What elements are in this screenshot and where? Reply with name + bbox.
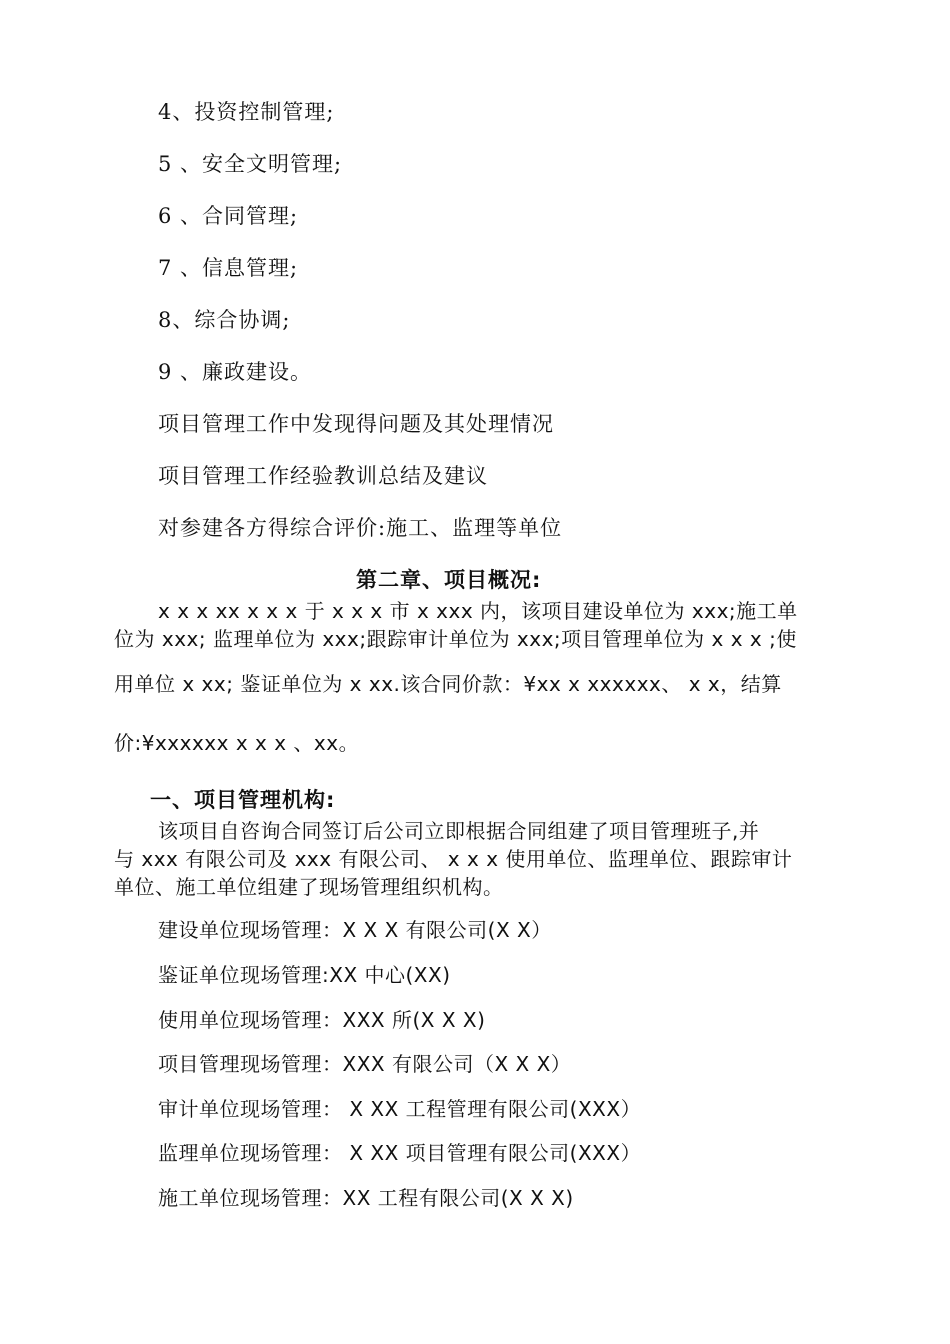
chapter-paragraph-line-1: x x x xx x x x 于 x x x 市 x xxx 内，该项目建设单位为 xxx;施工单: [158, 599, 798, 623]
chapter-paragraph-line-2: 位为 xxx; 监理单位为 xxx;跟踪审计单位为 xxx;项目管理单位为 x x x ;使: [114, 627, 797, 651]
section-heading: 一、项目管理机构:: [150, 788, 336, 812]
summary-item-evaluation: 对参建各方得综合评价:施工、监理等单位: [158, 516, 563, 540]
org-item-user-unit: 使用单位现场管理：XXX 所(X X X): [158, 1008, 486, 1032]
list-item-investment-control: 4、投资控制管理;: [158, 100, 335, 124]
list-item-integrity: 9 、廉政建设。: [158, 360, 313, 384]
chapter-heading: 第二章、项目概况:: [356, 568, 542, 592]
section-paragraph-line-3: 单位、施工单位组建了现场管理组织机构。: [114, 875, 504, 899]
org-item-project-management: 项目管理现场管理：XXX 有限公司（X X X）: [158, 1052, 572, 1076]
list-item-coordination: 8、综合协调;: [158, 308, 291, 332]
chapter-paragraph-line-4: 价:¥xxxxxx x x x 、xx。: [114, 731, 360, 755]
list-item-contract-management: 6 、合同管理;: [158, 204, 299, 228]
section-paragraph-line-2: 与 xxx 有限公司及 xxx 有限公司、 x x x 使用单位、监理单位、跟踪审计: [114, 847, 793, 871]
org-item-construction-unit: 建设单位现场管理：X X X 有限公司(X X）: [158, 918, 552, 942]
section-paragraph-line-1: 该项目自咨询合同签订后公司立即根据合同组建了项目管理班子,并: [158, 819, 760, 843]
summary-item-problems: 项目管理工作中发现得问题及其处理情况: [158, 412, 554, 436]
list-item-safety-management: 5 、安全文明管理;: [158, 152, 343, 176]
list-item-information-management: 7 、信息管理;: [158, 256, 299, 280]
org-item-construction-contractor: 施工单位现场管理：XX 工程有限公司(X X X): [158, 1186, 574, 1210]
org-item-audit-unit: 审计单位现场管理： X XX 工程管理有限公司(XXX）: [158, 1097, 642, 1121]
chapter-paragraph-line-3: 用单位 x xx; 鉴证单位为 x xx.该合同价款：¥xx x xxxxxx、 x x，结算: [114, 672, 782, 696]
org-item-supervision-unit: 监理单位现场管理： X XX 项目管理有限公司(XXX）: [158, 1141, 642, 1165]
summary-item-lessons: 项目管理工作经验教训总结及建议: [158, 464, 488, 488]
org-item-verification-unit: 鉴证单位现场管理:XX 中心(XX): [158, 963, 451, 987]
